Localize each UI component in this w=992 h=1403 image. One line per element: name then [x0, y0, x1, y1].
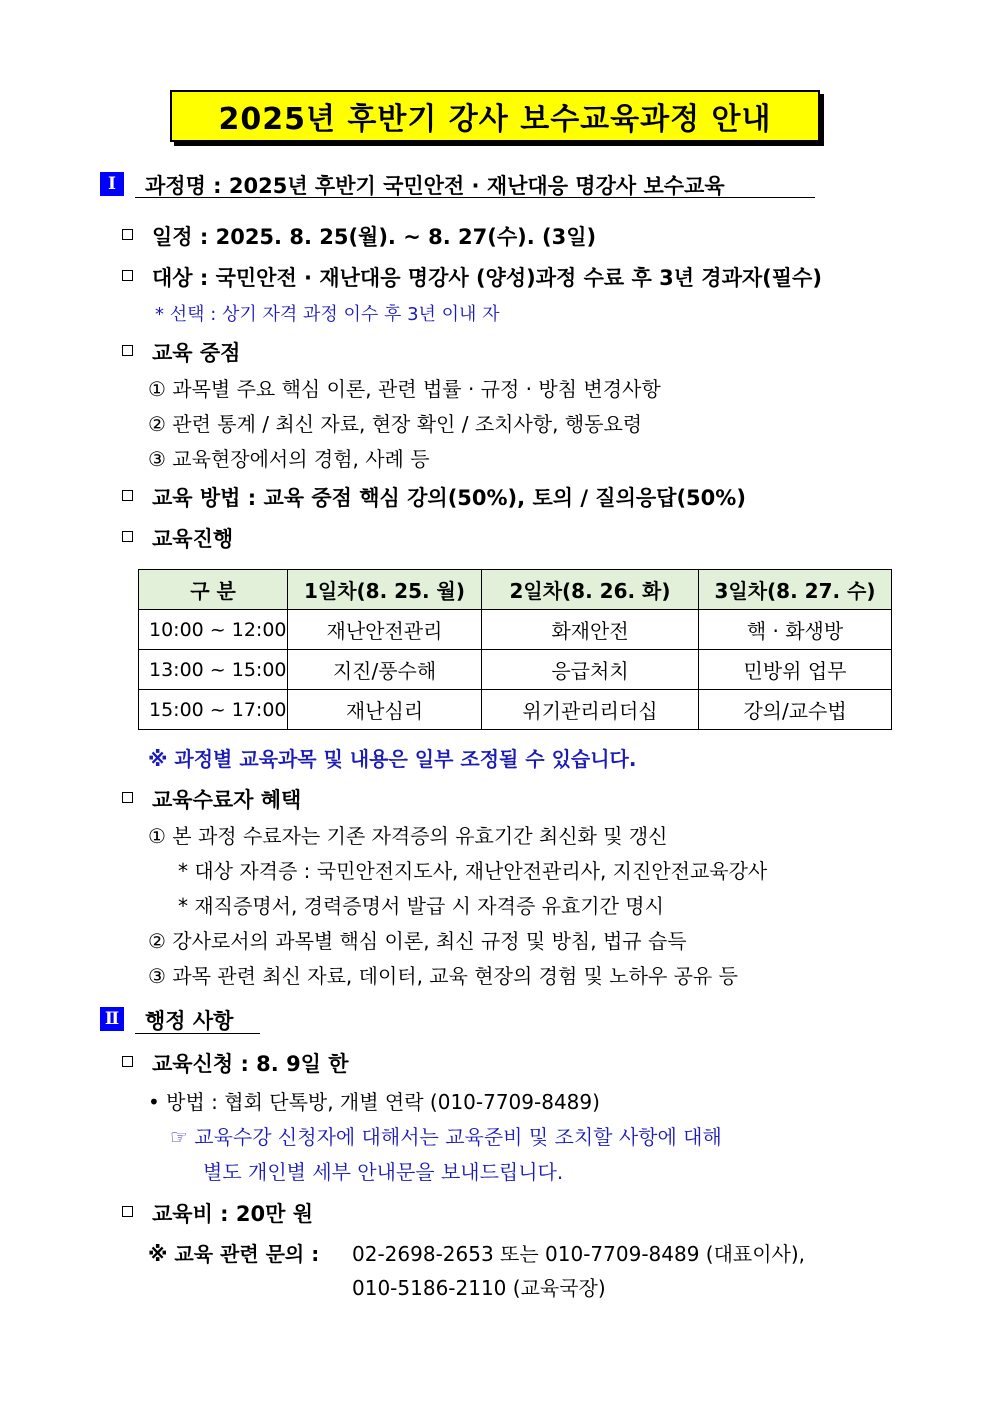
contact-line-2: 010-5186-2110 (교육국장) — [352, 1276, 606, 1300]
table-cell: 강의/교수법 — [699, 690, 892, 730]
contact-label: ※ 교육 관련 문의 : — [148, 1242, 320, 1266]
table-cell: 화재안전 — [482, 610, 699, 650]
page-title-box — [170, 90, 820, 142]
table-row — [139, 650, 892, 690]
section-1-numeral: Ⅰ — [100, 172, 124, 196]
square-bullet-icon — [122, 531, 133, 542]
target-note: * 선택 : 상기 자격 과정 이수 후 3년 이내 자 — [155, 304, 500, 325]
section-2-numeral: Ⅱ — [100, 1007, 124, 1031]
table-cell: 위기관리리더십 — [482, 690, 699, 730]
notice-line-1: ☞ 교육수강 신청자에 대해서는 교육준비 및 조치할 사항에 대해 — [170, 1125, 722, 1149]
page-title: 2025년 후반기 강사 보수교육과정 안내 — [218, 102, 772, 137]
focus-label: 교육 중점 — [152, 341, 241, 365]
focus-item-3: ③ 교육현장에서의 경험, 사례 등 — [148, 447, 430, 471]
benefit-sub-note-2: * 재직증명서, 경력증명서 발급 시 자격증 유효기간 명시 — [178, 894, 664, 918]
square-bullet-icon — [122, 1206, 133, 1217]
table-cell: 지진/풍수해 — [288, 650, 482, 690]
section-1-heading: 과정명 : 2025년 후반기 국민안전 · 재난대응 명강사 보수교육 — [145, 174, 725, 198]
schedule-line: 일정 : 2025. 8. 25(월). ~ 8. 27(수). (3일) — [152, 225, 597, 249]
table-header: 구 분 — [139, 570, 288, 610]
method-detail-line: • 방법 : 협회 단톡방, 개별 연락 (010-7709-8489) — [148, 1090, 600, 1114]
target-line: 대상 : 국민안전 · 재난대응 명강사 (양성)과정 수료 후 3년 경과자(필수) — [152, 266, 822, 290]
table-cell: 응급처치 — [482, 650, 699, 690]
focus-item-2: ② 관련 통계 / 최신 자료, 현장 확인 / 조치사항, 행동요령 — [148, 412, 643, 436]
square-bullet-icon — [122, 229, 133, 240]
table-header: 1일차(8. 25. 월) — [288, 570, 482, 610]
progress-label: 교육진행 — [152, 527, 234, 551]
table-cell: 13:00 ~ 15:00 — [139, 650, 288, 690]
table-row — [139, 690, 892, 730]
section-2-heading: 행정 사항 — [145, 1009, 234, 1033]
benefit-item-3: ③ 과목 관련 최신 자료, 데이터, 교육 현장의 경험 및 노하우 공유 등 — [148, 964, 738, 988]
table-row — [139, 610, 892, 650]
schedule-table — [138, 569, 892, 730]
table-header: 3일차(8. 27. 수) — [699, 570, 892, 610]
square-bullet-icon — [122, 792, 133, 803]
apply-line: 교육신청 : 8. 9일 한 — [152, 1052, 349, 1076]
notice-line-2: 별도 개인별 세부 안내문을 보내드립니다. — [203, 1160, 564, 1184]
table-cell: 재난안전관리 — [288, 610, 482, 650]
table-header: 2일차(8. 26. 화) — [482, 570, 699, 610]
table-cell: 10:00 ~ 12:00 — [139, 610, 288, 650]
table-cell: 민방위 업무 — [699, 650, 892, 690]
benefit-sub-note-1: * 대상 자격증 : 국민안전지도사, 재난안전관리사, 지진안전교육강사 — [178, 859, 768, 883]
table-cell: 핵 · 화생방 — [699, 610, 892, 650]
benefit-label: 교육수료자 혜택 — [152, 788, 302, 812]
table-note: ※ 과정별 교육과목 및 내용은 일부 조정될 수 있습니다. — [148, 747, 637, 771]
fee-line: 교육비 : 20만 원 — [152, 1202, 313, 1226]
table-header-row — [139, 570, 892, 610]
table-cell: 재난심리 — [288, 690, 482, 730]
square-bullet-icon — [122, 270, 133, 281]
benefit-item-2: ② 강사로서의 과목별 핵심 이론, 최신 규정 및 방침, 법규 습득 — [148, 929, 687, 953]
table-cell: 15:00 ~ 17:00 — [139, 690, 288, 730]
benefit-item-1: ① 본 과정 수료자는 기존 자격증의 유효기간 최신화 및 갱신 — [148, 824, 668, 848]
method-line: 교육 방법 : 교육 중점 핵심 강의(50%), 토의 / 질의응답(50%) — [152, 486, 746, 510]
contact-line-1: 02-2698-2653 또는 010-7709-8489 (대표이사), — [352, 1242, 806, 1266]
section-1-underline — [135, 197, 815, 198]
square-bullet-icon — [122, 1056, 133, 1067]
square-bullet-icon — [122, 490, 133, 501]
section-2-underline — [135, 1033, 260, 1034]
square-bullet-icon — [122, 345, 133, 356]
focus-item-1: ① 과목별 주요 핵심 이론, 관련 법률 · 규정 · 방침 변경사항 — [148, 377, 661, 401]
